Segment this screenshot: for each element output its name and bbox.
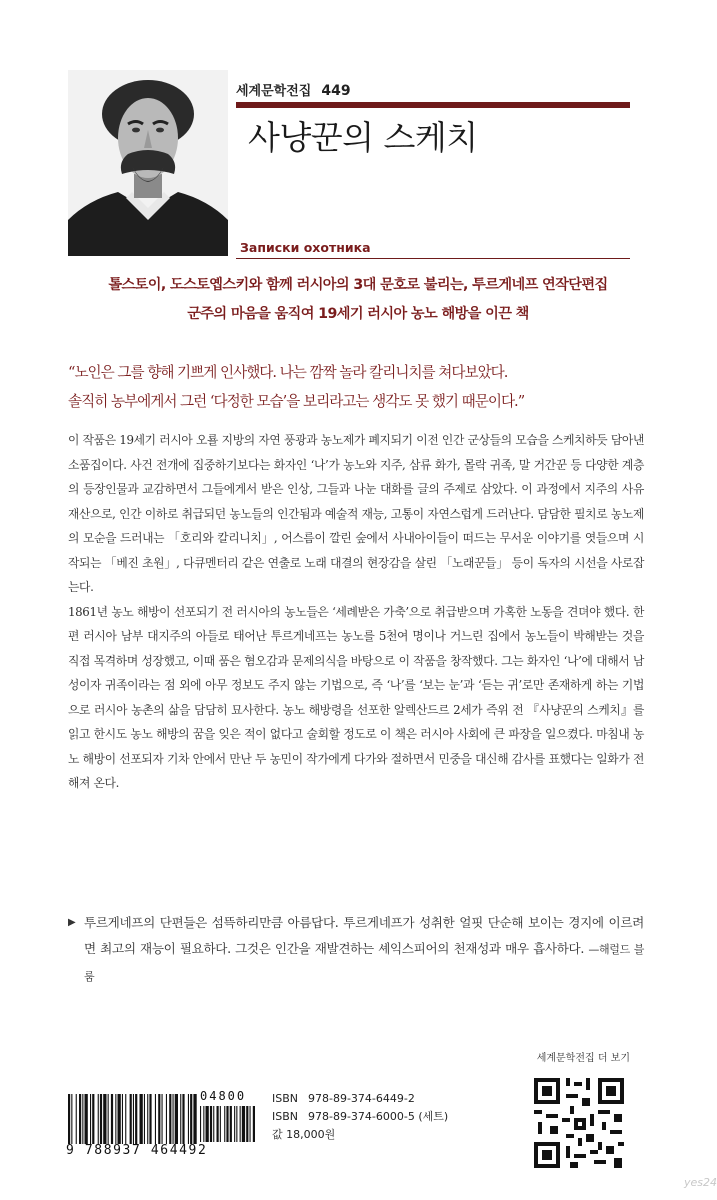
barcode-bar <box>147 1094 148 1144</box>
barcode-bar <box>155 1094 156 1144</box>
barcode-bar <box>108 1094 109 1144</box>
body-paragraph: 이 작품은 19세기 러시아 오룔 지방의 자연 풍광과 농노제가 폐지되기 이전 인간 군상들의 모습을 스케치하듯 담아낸 소품집이다. 사건 전개에 집중하기보다는 화자인 ‘나’가 농노와 지주, 삼류 화가, 몰락 귀족, 말 거간꾼 등 다양한 계층의 등장인물과 교감하면서 그들에게서 받은 인상, 그들과 나눈 대화를 글의 주제로 삼았다. 이 과정에서 지주의 사유 재산으로, 인간 이하로 취급되던 농노들의 인간됨과 예술적 재능, 고통이 자연스럽게 드러난다. 담담한 필치로 농노제의 모순을 드러내는 「호리와 칼리니치」, 어스름이 깔린 숲에서 사내아이들이 떠드는 무서운 이야기를 엿들으며 시작되는 「베진 초원」, 다큐멘터리 같은 연출로 노래 대결의 현장감을 살린 「노래꾼들」 등이 독자의 시선을 사로잡는다. <box>68 433 644 594</box>
isbn-number: 978-89-374-6449-2 <box>308 1092 415 1105</box>
addon-bar <box>230 1106 232 1142</box>
barcode-bar <box>82 1094 83 1144</box>
isbn-label: ISBN <box>272 1092 299 1105</box>
tagline-line: 군주의 마음을 움직여 19세기 러시아 농노 해방을 이끈 책 <box>187 306 529 322</box>
barcode-bar <box>76 1094 77 1144</box>
review-blurb <box>68 910 644 990</box>
barcode-bar <box>166 1094 167 1144</box>
barcode-bar <box>144 1094 145 1144</box>
addon-bar <box>213 1106 214 1142</box>
quote-line: “노인은 그를 향해 기쁘게 인사했다. 나는 깜짝 놀라 칼리니치를 쳐다보았다. <box>68 364 508 381</box>
barcode-bar <box>158 1094 160 1144</box>
triangle-bullet-icon: ▶ <box>68 917 76 928</box>
isbn-set-number: 978-89-374-6000-5 (세트) <box>308 1110 449 1123</box>
barcode-bar <box>133 1094 134 1144</box>
series-name: 세계문학전집 <box>236 84 312 99</box>
original-title: Записки охотника <box>240 240 371 255</box>
addon-bar <box>217 1106 219 1142</box>
barcode-bar <box>98 1094 99 1144</box>
addon-bar <box>234 1106 235 1142</box>
barcode-bar <box>125 1094 126 1144</box>
barcode-bar <box>79 1094 81 1144</box>
isbn-label: ISBN <box>272 1110 299 1123</box>
barcode-bar <box>100 1094 102 1144</box>
barcode-bar <box>85 1094 88 1144</box>
blurb-attribution: —해럴드 블룸 <box>84 943 644 983</box>
watermark: yes24 <box>684 1176 717 1189</box>
addon-bar <box>246 1106 248 1142</box>
addon-bar <box>206 1106 209 1142</box>
title-rule <box>236 102 630 108</box>
barcode-bar <box>180 1094 181 1144</box>
barcode-bar <box>173 1094 174 1144</box>
barcode-bar <box>71 1094 72 1144</box>
barcode-bar <box>175 1094 178 1144</box>
tagline-line: 톨스토이, 도스토옙스키와 함께 러시아의 3대 문호로 불리는, 투르게네프 연작단편집 <box>108 277 608 293</box>
blurb-text-wrap <box>84 910 644 990</box>
tagline <box>68 271 648 329</box>
series-number: 449 <box>321 83 351 99</box>
addon-bar <box>240 1106 241 1142</box>
blurb-text: 투르게네프의 단편들은 섬뜩하리만큼 아름답다. 투르게네프가 성취한 얼핏 단순해 보이는 경지에 이르려면 최고의 재능이 필요하다. 그것은 인간을 재발견하는 셰익스피어의 천재성과 매우 흡사하다. <box>84 915 644 956</box>
addon-bar <box>203 1106 204 1142</box>
barcode-bar <box>188 1094 189 1144</box>
description-body <box>68 428 644 796</box>
barcode-bar <box>190 1094 192 1144</box>
quote-line: 솔직히 농부에게서 그런 ‘다정한 모습’을 보리라고는 생각도 못 했기 때문이다.” <box>68 393 525 410</box>
addon-bar <box>250 1106 251 1142</box>
addon-bar <box>242 1106 245 1142</box>
barcode-bar <box>68 1094 70 1144</box>
addon-bar <box>224 1106 225 1142</box>
addon-bar <box>210 1106 212 1142</box>
barcode-bar <box>162 1094 163 1144</box>
barcode-bar <box>130 1094 132 1144</box>
more-label: 세계문학전집 더 보기 <box>536 1053 630 1064</box>
addon-bar <box>220 1106 221 1142</box>
addon-number: 04800 <box>200 1089 247 1103</box>
barcode-bar <box>118 1094 121 1144</box>
series-label <box>236 80 351 99</box>
body-paragraph: 1861년 농노 해방이 선포되기 전 러시아의 농노들은 ‘세례받은 가축’으로 취급받으며 가혹한 노동을 견뎌야 했다. 한편 러시아 남부 대지주의 아들로 태어난 투르게네프는 농노를 5천여 명이나 거느린 집에서 농노들이 박해받는 것을 직접 목격하며 성장했고, 이때 품은 혐오감과 문제의식을 바탕으로 이 작품을 창작했다. 그는 화자인 ‘나’에 대해서 남성이자 귀족이라는 점 외에 아무 정보도 주지 않는 기법으로, 즉 ‘나’를 ‘보는 눈’과 ‘듣는 귀’로만 존재하게 하는 기법으로 러시아 농촌의 삶을 담담히 묘사한다. 농노 해방령을 선포한 알렉산드르 2세가 즉위 전 『사냥꾼의 스케치』를 읽고 한시도 농노 해방의 꿈을 잊은 적이 없다고 술회할 정도로 이 책은 러시아 사회에 큰 파장을 일으켰다. 마침내 농노 해방이 선포되자 기차 안에서 만난 두 농민이 작가에게 다가와 절하면서 민중을 대신해 감사를 표했다는 일화가 전해져 온다. <box>68 604 644 790</box>
addon-bar <box>253 1106 255 1142</box>
barcode-bar <box>111 1094 113 1144</box>
addon-bar <box>226 1106 228 1142</box>
isbn-block <box>272 1090 448 1144</box>
addon-bar <box>236 1106 237 1142</box>
barcode-bar <box>92 1094 94 1144</box>
barcode-bar <box>182 1094 184 1144</box>
book-title: 사냥꾼의 스케치 <box>248 118 478 157</box>
barcode-bar <box>140 1094 143 1144</box>
qr-code-icon[interactable] <box>530 1074 628 1172</box>
barcode-bar <box>122 1094 123 1144</box>
subtitle-rule <box>236 258 630 259</box>
price: 값 18,000원 <box>272 1128 336 1141</box>
barcode-bar <box>103 1094 106 1144</box>
addon-barcode <box>196 1104 260 1144</box>
barcode-bar <box>135 1094 137 1144</box>
isbn-row <box>272 1090 448 1108</box>
author-portrait <box>68 70 228 256</box>
isbn-row <box>272 1108 448 1126</box>
barcode-number: 9 788937 464492 <box>66 1143 208 1158</box>
barcode-bar <box>115 1094 116 1144</box>
pull-quote <box>68 358 648 416</box>
addon-bar <box>200 1106 201 1142</box>
barcode-bar <box>149 1094 151 1144</box>
barcode-bar <box>169 1094 171 1144</box>
barcode-bar <box>90 1094 91 1144</box>
